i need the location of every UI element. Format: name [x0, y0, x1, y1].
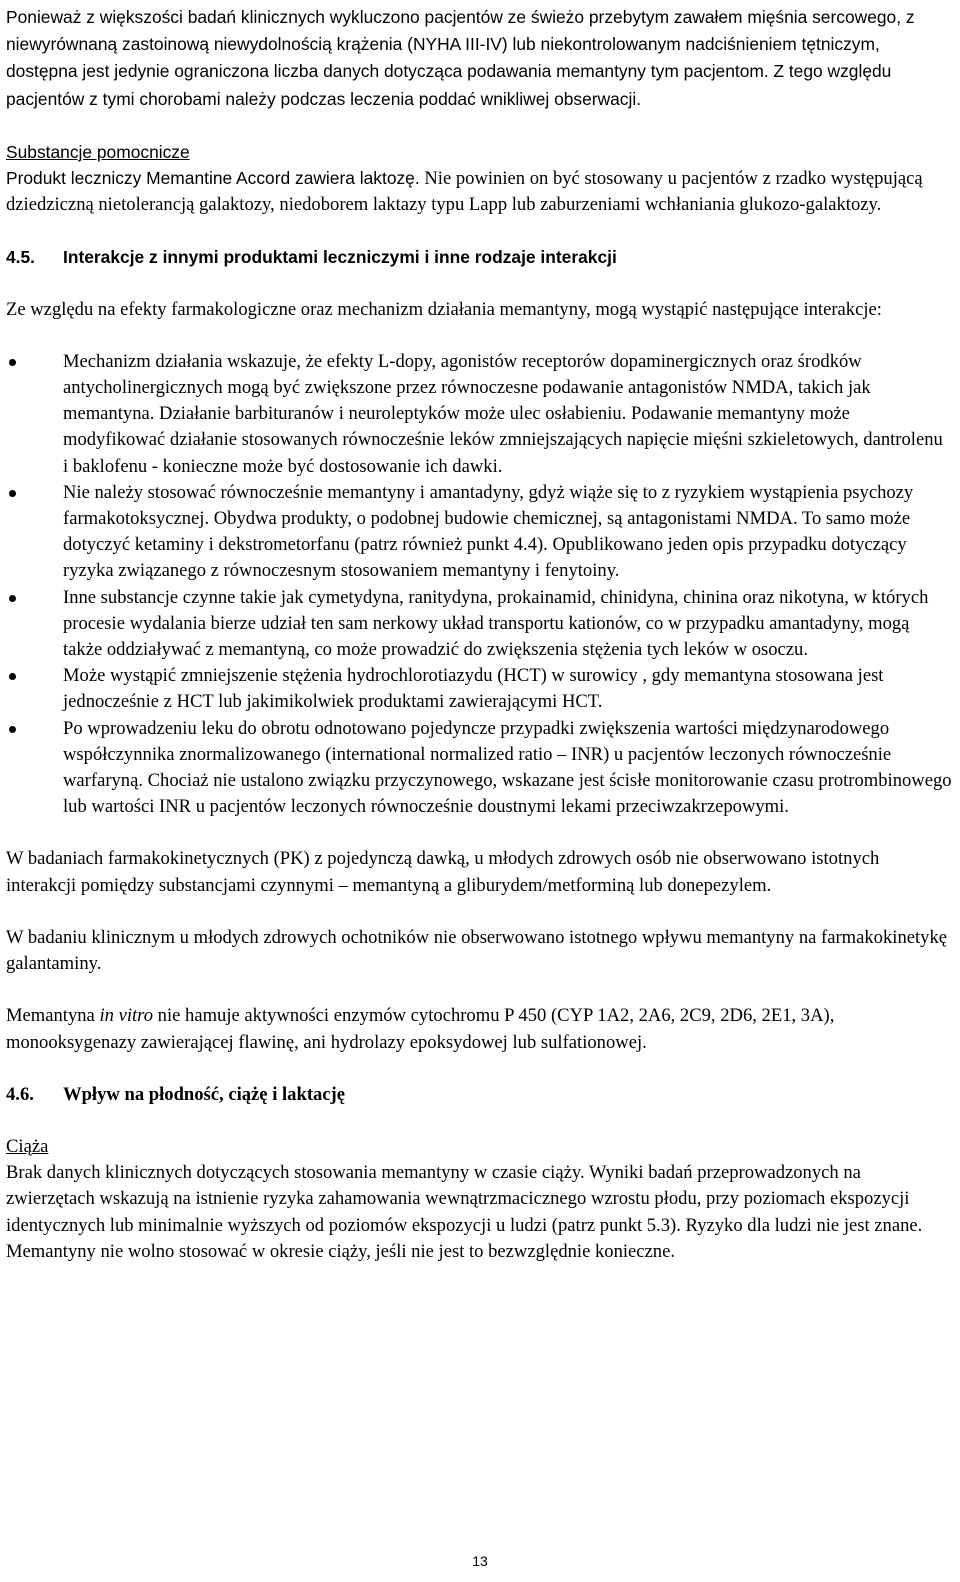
- in-vitro-italic: in vitro: [99, 1005, 154, 1027]
- list-item: [6, 663, 952, 715]
- bullet-icon: [9, 673, 16, 680]
- section-4-5-heading: [6, 244, 952, 270]
- excipients-heading: Substancje pomocnicze: [6, 141, 190, 162]
- excipients-text-part2: Nie powinien on być stosowany u pacjentów z rzadko występującą dziedziczną nietolerancją galaktozy, niedoborem laktazy typu Lapp lub zaburzeniami wchłaniania glukozo-galaktozy.: [6, 168, 923, 216]
- page-number: 13: [472, 1553, 488, 1569]
- document-page: [6, 4, 952, 1265]
- list-item-text: Po wprowadzeniu leku do obrotu odnotowano pojedyncze przypadki zwiększenia wartości międzynarodowego współczynnika znormalizowanego (international normalized ratio – INR) u pacjentów leczonych równocześnie warfaryną. Chociaż nie ustalono związku przyczynowego, wskazane jest ścisłe monitorowanie czasu protrombinowego lub wartości INR u pacjentów leczonych równocześnie doustnymi lekami przeciwzakrzepowymi.: [63, 717, 952, 818]
- section-4-5-number: 4.5.: [6, 247, 36, 268]
- in-vitro-prefix: Memantyna: [6, 1005, 100, 1027]
- excipients-text-part1: Produkt leczniczy Memantine Accord zawiera laktozę.: [6, 168, 420, 189]
- list-item-text: Nie należy stosować równocześnie memantyny i amantadyny, gdyż wiąże się to z ryzykiem wystąpienia psychozy farmakotoksycznej. Obydwa produkty, o podobnej budowie chemicznej, są antagonistami NMDA. To samo może dotyczyć ketaminy i dekstrometorfanu (patrz również punkt 4.4). Opublikowano jeden opis przypadku dotyczący ryzyka związanego z równoczesnym stosowaniem memantyny i fenytoiny.: [63, 481, 914, 582]
- list-item: [6, 716, 952, 821]
- intro-paragraph: [6, 4, 952, 113]
- bullet-icon: [9, 359, 16, 366]
- in-vitro-paragraph: [6, 1003, 952, 1055]
- pk-paragraph: W badaniach farmakokinetycznych (PK) z pojedynczą dawką, u młodych zdrowych osób nie obserwowano istotnych interakcji pomiędzy substancjami czynnymi – memantyną a gliburydem/metforminą lub donepezylem.: [6, 848, 880, 896]
- section-4-5-intro: Ze względu na efekty farmakologiczne oraz mechanizm działania memantyny, mogą wystąpić następujące interakcje:: [6, 298, 882, 320]
- list-item: [6, 585, 952, 664]
- pregnancy-subheading: Ciąża: [6, 1135, 49, 1157]
- section-4-6-title: Wpływ na płodność, ciążę i laktację: [63, 1083, 346, 1105]
- list-item: [6, 349, 952, 480]
- list-item-text: Może wystąpić zmniejszenie stężenia hydrochlorotiazydu (HCT) w surowicy , gdy memantyna stosowana jest jednocześnie z HCT lub jakimikolwiek produktami zawierającymi HCT.: [63, 665, 884, 713]
- section-4-6-number: 4.6.: [6, 1083, 34, 1105]
- interactions-list: [6, 349, 952, 821]
- list-item-text: Inne substancje czynne takie jak cymetydyna, ranitydyna, prokainamid, chinidyna, chinina oraz nikotyna, w których procesie wydalania bierze udział ten sam nerkowy układ transportu kationów, co w przypadku amantadyny, mogą także oddziaływać z memantyną, co może prowadzić do zwiększenia stężenia tych leków w osoczu.: [63, 586, 929, 661]
- section-4-6-heading: [6, 1082, 952, 1108]
- intro-text-part1: Ponieważ z większości badań klinicznych wykluczono pacjentów ze świeżo przebytym zawałem mięśnia sercowego, z niewyrównaną zastoinową niewydolnością krążenia (NYHA III-IV) lub niekontrolowanym nadciśnieniem tętniczym, dostępna jest jedynie ograniczona liczba danych dotycząca podawania memantyny tym pacjentom.: [6, 7, 915, 82]
- bullet-icon: [9, 595, 16, 602]
- bullet-icon: [9, 490, 16, 497]
- galantamine-paragraph: W badaniu klinicznym u młodych zdrowych ochotników nie obserwowano istotnego wpływu memantyny na farmakokinetykę galantaminy.: [6, 926, 948, 975]
- bullet-icon: [9, 726, 16, 733]
- excipients-paragraph: [6, 165, 952, 218]
- list-item-text: Mechanizm działania wskazuje, że efekty L-dopy, agonistów receptorów dopaminergicznych oraz środków antycholinergicznych mogą być zwiększone przez równoczesne podawanie antagonistów NMDA, takich jak memantyna. Działanie barbituranów i neuroleptyków może ulec osłabieniu. Podawanie memantyny może modyfikować działanie stosowanych równocześnie leków zmniejszających napięcie mięśni szkieletowych, dantrolenu i baklofenu - konieczne może być dostosowanie ich dawki.: [63, 350, 943, 477]
- list-item: [6, 480, 952, 585]
- in-vitro-rest: nie hamuje aktywności enzymów cytochromu P 450 (CYP 1A2, 2A6, 2C9, 2D6, 2E1, 3A), monooksygenazy zawierającej flawinę, ani hydrolazy epoksydowej lub sulfationowej.: [6, 1005, 835, 1053]
- intro-text-part2: Z tego względu pacjentów z tymi chorobami należy podczas leczenia poddać wnikliwej obserwacji.: [6, 61, 892, 109]
- section-4-5-title: Interakcje z innymi produktami leczniczymi i inne rodzaje interakcji: [63, 247, 617, 268]
- pregnancy-paragraph: Brak danych klinicznych dotyczących stosowania memantyny w czasie ciąży. Wyniki badań przeprowadzonych na zwierzętach wskazują na istnienie ryzyka zahamowania wewnątrzmacicznego wzrostu płodu, przy poziomach ekspozycji identycznych lub minimalnie wyższych od poziomów ekspozycji u ludzi (patrz punkt 5.3). Ryzyko dla ludzi nie jest znane. Memantyny nie wolno stosować w okresie ciąży, jeśli nie jest to bezwzględnie konieczne.: [6, 1162, 923, 1262]
